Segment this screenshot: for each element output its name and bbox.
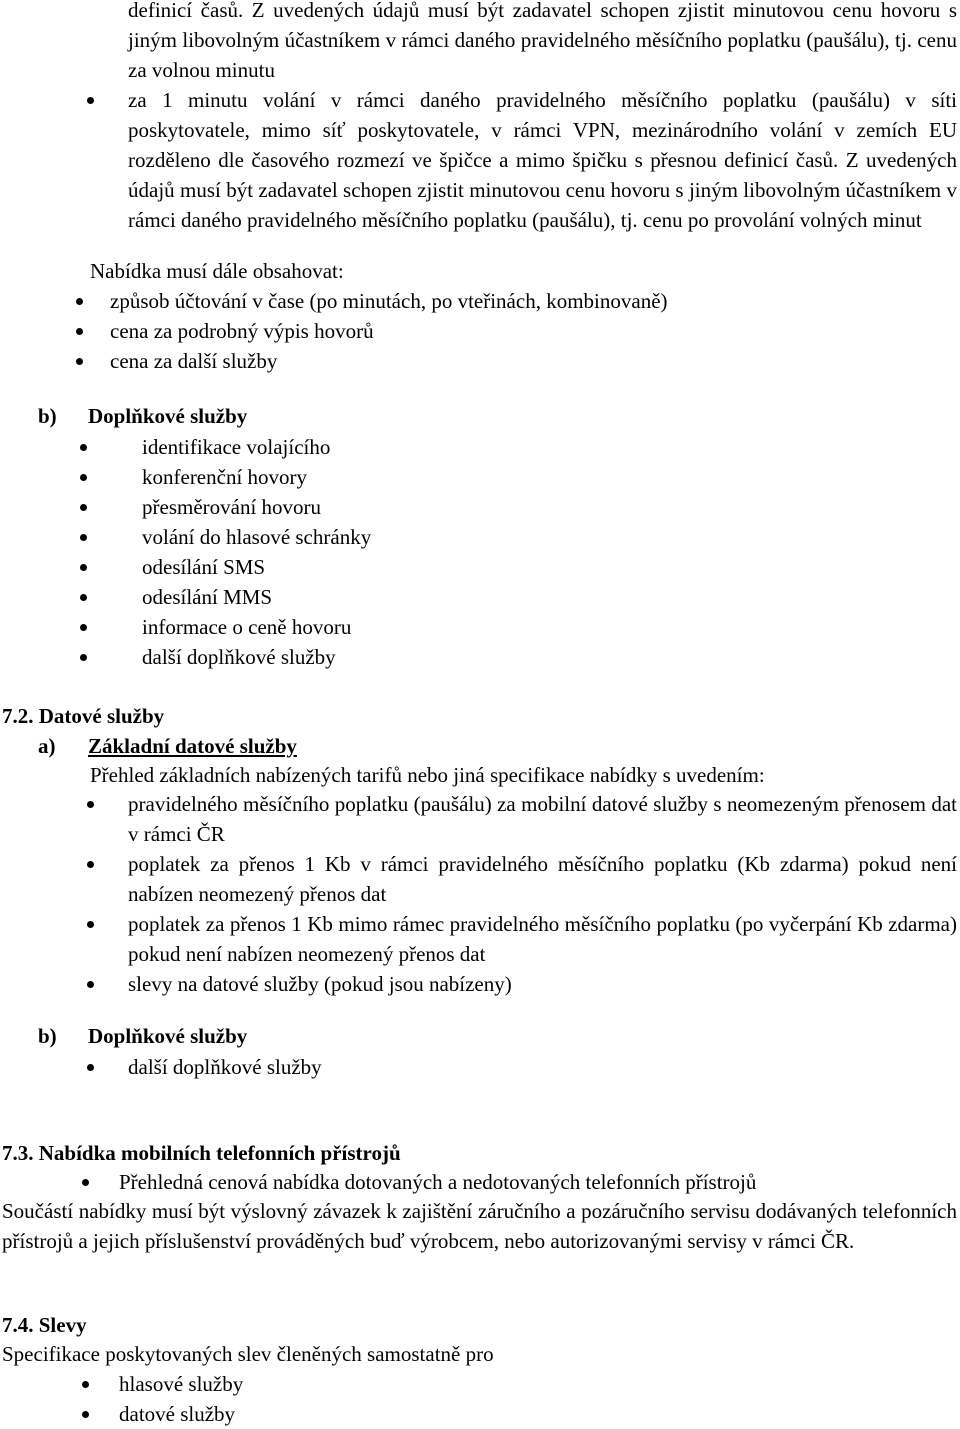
list-item: odesílání MMS — [142, 582, 371, 612]
list-item: poplatek za přenos 1 Kb v rámci pravidelného měsíčního poplatku (Kb zdarma) pokud není nabízen neomezený přenos dat — [128, 849, 957, 909]
list-item: informace o ceně hovoru — [142, 612, 371, 642]
list-item: další doplňkové služby — [128, 1052, 322, 1082]
list-item: cena za další služby — [110, 346, 960, 376]
list-item: volání do hlasové schránky — [142, 522, 371, 552]
offer-intro: Nabídka musí dále obsahovat: — [90, 259, 344, 283]
discounts-list — [0, 1369, 243, 1429]
list-item: další doplňkové služby — [142, 642, 371, 672]
continuation-paragraph: definicí časů. Z uvedených údajů musí být zadavatel schopen zjistit minutovou cenu hovoru s jiným libovolným účastníkem v rámci daného pravidelného měsíčního poplatku (paušálu), tj. cenu za volnou minutu — [128, 0, 957, 82]
phones-paragraph: Součástí nabídky musí být výslovný závazek k zajištění záručního a pozáručního servisu dodávaných telefonních přístrojů a jejich příslušenství prováděných buď výrobcem, nebo autorizovanými servisy v rámci ČR. — [2, 1199, 957, 1253]
list-item: poplatek za přenos 1 Kb mimo rámec pravidelného měsíčního poplatku (po vyčerpání Kb zdarma) pokud není nabízen neomezený přenos dat — [128, 909, 957, 969]
heading-label: b) — [38, 404, 57, 428]
list-item: cena za podrobný výpis hovorů — [110, 316, 960, 346]
data-basic-intro: Přehled základních nabízených tarifů nebo jiná specifikace nabídky s uvedením: — [90, 763, 765, 787]
voice-extra-heading — [38, 401, 247, 431]
list-item: pravidelného měsíčního poplatku (paušálu) za mobilní datové služby s neomezeným přenosem dat v rámci ČR — [128, 789, 957, 849]
section-7-3-title: 7.3. Nabídka mobilních telefonních přístrojů — [2, 1141, 401, 1165]
heading-title: Doplňkové služby — [88, 404, 248, 428]
section-7-2-title: 7.2. Datové služby — [2, 704, 165, 728]
phones-list — [0, 1167, 756, 1197]
list-item: odesílání SMS — [142, 552, 371, 582]
list-item: konferenční hovory — [142, 462, 371, 492]
list-item: datové služby — [119, 1399, 243, 1429]
list-item: způsob účtování v čase (po minutách, po vteřinách, kombinovaně) — [110, 286, 960, 316]
data-extra-heading — [38, 1021, 247, 1051]
heading-label: a) — [38, 734, 56, 758]
list-item: Přehledná cenová nabídka dotovaných a nedotovaných telefonních přístrojů — [119, 1167, 756, 1197]
list-item: slevy na datové služby (pokud jsou nabízeny) — [128, 969, 957, 999]
data-extra-list — [0, 1052, 322, 1082]
heading-title: Doplňkové služby — [88, 1024, 248, 1048]
data-basic-list — [0, 789, 957, 999]
list-item: hlasové služby — [119, 1369, 243, 1399]
section-7-4-title: 7.4. Slevy — [2, 1313, 87, 1337]
list-item: přesměrování hovoru — [142, 492, 371, 522]
data-basic-heading — [38, 731, 297, 761]
list-item: identifikace volajícího — [142, 432, 371, 462]
list-item: za 1 minutu volání v rámci daného pravidelného měsíčního poplatku (paušálu) v síti poskytovatele, mimo síť poskytovatele, v rámci VPN, mezinárodního volání v zemích EU rozděleno dle časového rozmezí ve špičce a mimo špičku s přesnou definicí časů. Z uvedených údajů musí být zadavatel schopen zjistit minutovou cenu hovoru s jiným libovolným účastníkem v rámci daného pravidelného měsíčního poplatku (paušálu), tj. cenu po provolání volných minut — [128, 85, 957, 235]
voice-extra-list — [0, 432, 371, 672]
heading-title: Základní datové služby — [88, 734, 297, 758]
discounts-intro: Specifikace poskytovaných slev členěných samostatně pro — [2, 1342, 494, 1366]
offer-list — [0, 286, 960, 376]
heading-label: b) — [38, 1024, 57, 1048]
